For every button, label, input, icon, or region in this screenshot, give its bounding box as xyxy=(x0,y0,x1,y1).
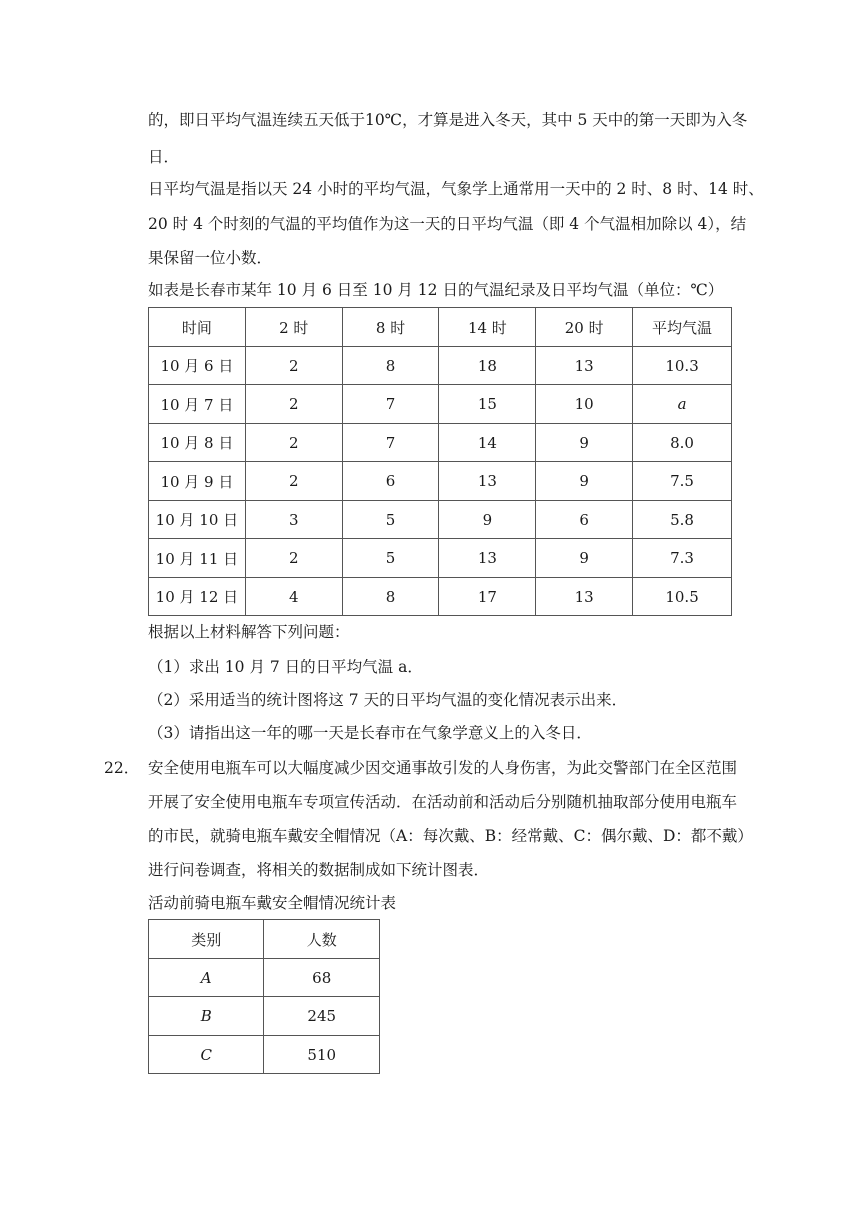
table-cell: 10 月 11 日 xyxy=(149,539,246,578)
table-cell: 14 xyxy=(439,424,536,462)
table-cell: 10 月 10 日 xyxy=(149,501,246,539)
table-cell: A xyxy=(149,959,264,997)
table-cell: 3 xyxy=(245,501,342,539)
header-cell: 平均气温 xyxy=(633,308,732,347)
header-cell: 时间 xyxy=(149,308,246,347)
table-cell: 9 xyxy=(536,462,633,501)
table-cell: 10 月 8 日 xyxy=(149,424,246,462)
table-row xyxy=(149,347,732,385)
questions-intro: 根据以上材料解答下列问题： xyxy=(148,623,350,641)
table-cell: 17 xyxy=(439,578,536,616)
header-cell: 14 时 xyxy=(439,308,536,347)
table-cell: 2 xyxy=(245,462,342,501)
table-cell: 10.5 xyxy=(633,578,732,616)
table-cell: 6 xyxy=(342,462,439,501)
table-cell: 9 xyxy=(536,424,633,462)
table-cell: 15 xyxy=(439,385,536,424)
table-header-row xyxy=(149,920,380,959)
table-cell: 6 xyxy=(536,501,633,539)
table-cell: 7.3 xyxy=(633,539,732,578)
header-cell: 8 时 xyxy=(342,308,439,347)
table-caption: 如表是长春市某年 10 月 6 日至 10 月 12 日的气温纪录及日平均气温（单位：℃） xyxy=(148,281,724,299)
table-row xyxy=(149,501,732,539)
problem22-line-2: 开展了安全使用电瓶车专项宣传活动．在活动前和活动后分别随机抽取部分使用电瓶车 xyxy=(148,793,738,811)
table-cell: 2 xyxy=(245,347,342,385)
header-cell: 类别 xyxy=(149,920,264,959)
table-row xyxy=(149,997,380,1036)
table-cell: 10 月 9 日 xyxy=(149,462,246,501)
table-cell: B xyxy=(149,997,264,1036)
table-cell: 18 xyxy=(439,347,536,385)
question-3: （3）请指出这一年的哪一天是长春市在气象学意义上的入冬日． xyxy=(148,724,592,742)
table-row xyxy=(149,959,380,997)
table-cell: C xyxy=(149,1036,264,1074)
table-cell: 13 xyxy=(536,578,633,616)
table-cell: 10 月 7 日 xyxy=(149,385,246,424)
table-cell: 7 xyxy=(342,424,439,462)
problem22-line-3: 的市民，就骑电瓶车戴安全帽情况（A：每次戴、B：经常戴、C：偶尔戴、D：都不戴） xyxy=(148,827,753,845)
table-cell: 5 xyxy=(342,539,439,578)
helmet-stats-table xyxy=(148,919,380,1074)
table-cell: 7 xyxy=(342,385,439,424)
table-cell: 2 xyxy=(245,424,342,462)
table-cell: 2 xyxy=(245,385,342,424)
header-cell: 人数 xyxy=(264,920,380,959)
intro-line-3: 日平均气温是指以天 24 小时的平均气温，气象学上通常用一天中的 2 时、8 时、14 时、 xyxy=(148,180,764,198)
intro-line-1: 的，即日平均气温连续五天低于10℃，才算是进入冬天，其中 5 天中的第一天即为入冬 xyxy=(148,111,748,129)
table-cell: 9 xyxy=(536,539,633,578)
table-cell-variable-a: a xyxy=(633,385,732,424)
table-row xyxy=(149,578,732,616)
table-header-row xyxy=(149,308,732,347)
table-cell: 9 xyxy=(439,501,536,539)
question-1: （1）求出 10 月 7 日的日平均气温 a． xyxy=(148,658,423,676)
problem22-line-4: 进行问卷调查，将相关的数据制成如下统计图表． xyxy=(148,861,490,879)
table-cell: 8 xyxy=(342,578,439,616)
intro-line-2: 日． xyxy=(148,148,180,166)
table-cell: 8 xyxy=(342,347,439,385)
table-cell: 5.8 xyxy=(633,501,732,539)
table-row xyxy=(149,539,732,578)
stats-table-title: 活动前骑电瓶车戴安全帽情况统计表 xyxy=(148,894,397,912)
table-cell: 2 xyxy=(245,539,342,578)
table-cell: 10 xyxy=(536,385,633,424)
question-2: （2）采用适当的统计图将这 7 天的日平均气温的变化情况表示出来． xyxy=(148,691,628,709)
table-row xyxy=(149,1036,380,1074)
table-cell: 13 xyxy=(439,539,536,578)
table-cell: 510 xyxy=(264,1036,380,1074)
table-row xyxy=(149,462,732,501)
table-cell: 8.0 xyxy=(633,424,732,462)
temperature-table xyxy=(148,307,732,616)
table-row xyxy=(149,385,732,424)
table-cell: 13 xyxy=(536,347,633,385)
table-cell: 10.3 xyxy=(633,347,732,385)
header-cell: 2 时 xyxy=(245,308,342,347)
table-cell: 10 月 12 日 xyxy=(149,578,246,616)
table-cell: 4 xyxy=(245,578,342,616)
table-cell: 13 xyxy=(439,462,536,501)
table-cell: 5 xyxy=(342,501,439,539)
table-cell: 245 xyxy=(264,997,380,1036)
header-cell: 20 时 xyxy=(536,308,633,347)
table-cell: 10 月 6 日 xyxy=(149,347,246,385)
table-cell: 68 xyxy=(264,959,380,997)
problem22-line-1: 安全使用电瓶车可以大幅度减少因交通事故引发的人身伤害，为此交警部门在全区范围 xyxy=(148,759,738,777)
intro-line-5: 果保留一位小数． xyxy=(148,249,273,267)
table-row xyxy=(149,424,732,462)
intro-line-4: 20 时 4 个时刻的气温的平均值作为这一天的日平均气温（即 4 个气温相加除以 4），结 xyxy=(148,215,747,233)
table-cell: 7.5 xyxy=(633,462,732,501)
problem-number: 22． xyxy=(104,759,140,777)
